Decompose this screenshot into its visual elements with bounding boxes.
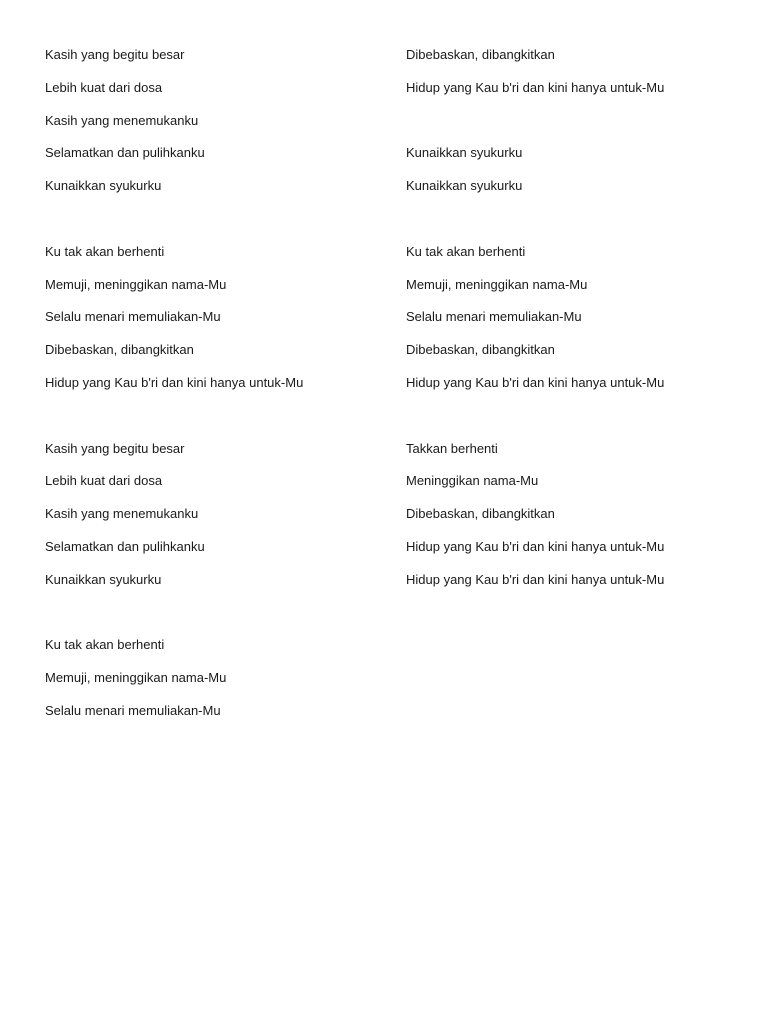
lyric-line: Ku tak akan berhenti [406, 243, 526, 259]
lyric-line: Hidup yang Kau b'ri dan kini hanya untuk-Mu [406, 79, 665, 95]
lyric-line: Dibebaskan, dibangkitkan [406, 342, 555, 358]
stanza-break [45, 604, 385, 622]
lyric-line: Memuji, meninggikan nama-Mu [45, 276, 227, 292]
stanza-break [406, 112, 746, 130]
stanza-break [45, 407, 385, 425]
lyric-line: Hidup yang Kau b'ri dan kini hanya untuk-Mu [406, 571, 665, 587]
lyric-line: Dibebaskan, dibangkitkan [45, 342, 194, 358]
lyric-line: Kunaikkan syukurku [45, 571, 162, 587]
lyric-line: Kunaikkan syukurku [406, 145, 523, 161]
lyric-line: Lebih kuat dari dosa [45, 79, 163, 95]
lyric-line: Meninggikan nama-Mu [406, 473, 539, 489]
stanza-break [406, 210, 746, 228]
lyrics-left-column [45, 46, 385, 735]
lyric-line: Selamatkan dan pulihkanku [45, 538, 205, 554]
lyric-line: Hidup yang Kau b'ri dan kini hanya untuk-Mu [45, 374, 304, 390]
lyric-line: Kunaikkan syukurku [406, 178, 523, 194]
lyric-line: Ku tak akan berhenti [45, 243, 165, 259]
lyric-line: Takkan berhenti [406, 440, 498, 456]
stanza-break [406, 407, 746, 425]
lyric-line: Selamatkan dan pulihkanku [45, 145, 205, 161]
lyrics-right-column [406, 46, 746, 604]
lyric-line: Hidup yang Kau b'ri dan kini hanya untuk-Mu [406, 374, 665, 390]
lyric-line: Lebih kuat dari dosa [45, 473, 163, 489]
lyric-line: Kasih yang begitu besar [45, 47, 185, 62]
lyric-line: Dibebaskan, dibangkitkan [406, 47, 555, 62]
lyric-line: Dibebaskan, dibangkitkan [406, 506, 555, 522]
lyric-line: Kasih yang begitu besar [45, 440, 185, 456]
lyric-line: Memuji, meninggikan nama-Mu [45, 670, 227, 686]
lyric-line: Hidup yang Kau b'ri dan kini hanya untuk-Mu [406, 538, 665, 554]
lyric-line: Selalu menari memuliakan-Mu [45, 702, 221, 718]
lyric-line: Selalu menari memuliakan-Mu [45, 309, 221, 325]
lyric-line: Selalu menari memuliakan-Mu [406, 309, 582, 325]
lyric-line: Memuji, meninggikan nama-Mu [406, 276, 588, 292]
stanza-break [45, 210, 385, 228]
lyric-line: Kunaikkan syukurku [45, 178, 162, 194]
lyric-line: Kasih yang menemukanku [45, 506, 199, 522]
lyric-line: Ku tak akan berhenti [45, 637, 165, 653]
lyric-line: Kasih yang menemukanku [45, 112, 199, 128]
